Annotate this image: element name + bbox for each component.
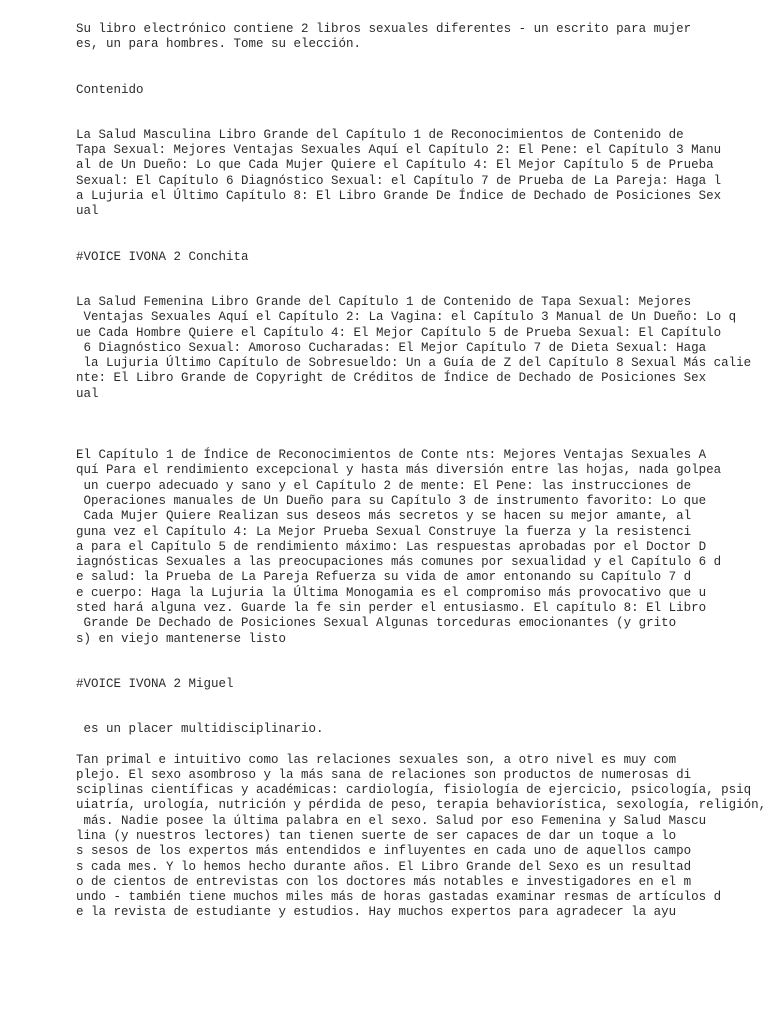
- female-book-contents: [76, 295, 766, 402]
- text-line: uiatría, urología, nutrición y pérdida de peso, terapia behaviorística, sexología, religión,: [76, 798, 767, 813]
- text-line: nte: El Libro Grande de Copyright de Créditos de Índice de Dechado de Posiciones Sex: [76, 371, 707, 386]
- text-line: sciplinas científicas y académicas: cardiología, fisiología de ejercicio, psicología, psiq: [76, 783, 752, 798]
- text-line: a Lujuria el Último Capítulo 8: El Libro Grande De Índice de Dechado de Posiciones Sex: [76, 189, 722, 204]
- placer-line: es un placer multidisciplinario.: [76, 722, 324, 737]
- text-line: e salud: la Prueba de La Pareja Refuerza su vida de amor entonando su Capítulo 7 d: [76, 570, 692, 585]
- text-line: al de Un Dueño: Lo que Cada Mujer Quiere el Capítulo 4: El Mejor Capítulo 5 de Prueba: [76, 158, 714, 173]
- text-line: Su libro electrónico contiene 2 libros sexuales diferentes - un escrito para mujer: [76, 22, 692, 36]
- text-line: e cuerpo: Haga la Lujuria la Última Monogamia es el compromiso más provocativo que u: [76, 585, 707, 600]
- text-line: s sesos de los expertos más entendidos e influyentes en cada uno de aquellos campo: [76, 844, 692, 859]
- text-line: El Capítulo 1 de Índice de Reconocimientos de Conte nts: Mejores Ventajas Sexuales A: [76, 448, 707, 463]
- text-line: Operaciones manuales de Un Dueño para su Capítulo 3 de instrumento favorito: Lo que: [76, 493, 707, 508]
- male-book-contents: [76, 128, 766, 220]
- text-line: más. Nadie posee la última palabra en el sexo. Salud por eso Femenina y Salud Mascu: [76, 813, 707, 828]
- text-line: sted hará alguna vez. Guarde la fe sin perder el entusiasmo. El capítulo 8: El Libro: [76, 601, 707, 616]
- text-line: ual: [76, 386, 99, 401]
- voice-conchita-line: #VOICE IVONA 2 Conchita: [76, 249, 249, 264]
- text-line: undo - también tiene muchos miles más de horas gastadas examinar resmas de artículos d: [76, 890, 722, 905]
- text-line: Tapa Sexual: Mejores Ventajas Sexuales Aquí el Capítulo 2: El Pene: el Capítulo 3 Manu: [76, 143, 722, 158]
- text-line: a para el Capítulo 5 de rendimiento máximo: Las respuestas aprobadas por el Doctor D: [76, 539, 707, 554]
- text-line: iagnósticas Sexuales a las preocupaciones más comunes por sexualidad y el Capítulo 6 d: [76, 555, 722, 570]
- index-paragraph: [76, 448, 766, 647]
- closing-paragraph: [76, 753, 766, 921]
- text-line: Tan primal e intuitivo como las relaciones sexuales son, a otro nivel es muy com: [76, 752, 677, 767]
- text-line: plejo. El sexo asombroso y la más sana de relaciones son productos de numerosas di: [76, 767, 692, 782]
- text-line: un cuerpo adecuado y sano y el Capítulo 2 de mente: El Pene: las instrucciones de: [76, 478, 692, 493]
- text-line: lina (y nuestros lectores) tan tienen suerte de ser capaces de dar un toque a lo: [76, 828, 677, 843]
- text-line: 6 Diagnóstico Sexual: Amoroso Cucharadas: El Mejor Capítulo 7 de Dieta Sexual: Haga: [76, 340, 707, 355]
- text-line: quí Para el rendimiento excepcional y hasta más diversión entre las hojas, nada golpea: [76, 463, 722, 478]
- contenido-heading: Contenido: [76, 82, 144, 97]
- text-line: La Salud Femenina Libro Grande del Capítulo 1 de Contenido de Tapa Sexual: Mejores: [76, 294, 692, 309]
- text-line: La Salud Masculina Libro Grande del Capítulo 1 de Reconocimientos de Contenido de: [76, 127, 684, 142]
- text-line: Grande De Dechado de Posiciones Sexual Algunas torceduras emocionantes (y grito: [76, 616, 677, 631]
- document-page: [76, 22, 766, 921]
- text-line: e la revista de estudiante y estudios. Hay muchos expertos para agradecer la ayu: [76, 905, 677, 920]
- text-line: o de cientos de entrevistas con los doctores más notables e investigadores en el m: [76, 874, 692, 889]
- text-line: es, un para hombres. Tome su elección.: [76, 37, 362, 52]
- text-line: ue Cada Hombre Quiere el Capítulo 4: El Mejor Capítulo 5 de Prueba Sexual: El Capítulo: [76, 325, 722, 340]
- text-line: Ventajas Sexuales Aquí el Capítulo 2: La Vagina: el Capítulo 3 Manual de Un Dueño: Lo q: [76, 310, 737, 325]
- voice-miguel-line: #VOICE IVONA 2 Miguel: [76, 676, 234, 691]
- text-line: guna vez el Capítulo 4: La Mejor Prueba Sexual Construye la fuerza y la resistenci: [76, 524, 692, 539]
- intro-paragraph: [76, 22, 766, 53]
- text-line: ual: [76, 204, 99, 219]
- text-line: Cada Mujer Quiere Realizan sus deseos más secretos y se hacen su mejor amante, al: [76, 509, 692, 524]
- text-line: Sexual: El Capítulo 6 Diagnóstico Sexual: el Capítulo 7 de Prueba de La Pareja: Haga l: [76, 173, 722, 188]
- text-line: s) en viejo mantenerse listo: [76, 631, 287, 646]
- text-line: s cada mes. Y lo hemos hecho durante años. El Libro Grande del Sexo es un resultad: [76, 859, 692, 874]
- text-line: la Lujuria Último Capítulo de Sobresueldo: Un a Guía de Z del Capítulo 8 Sexual Más calie: [76, 356, 752, 371]
